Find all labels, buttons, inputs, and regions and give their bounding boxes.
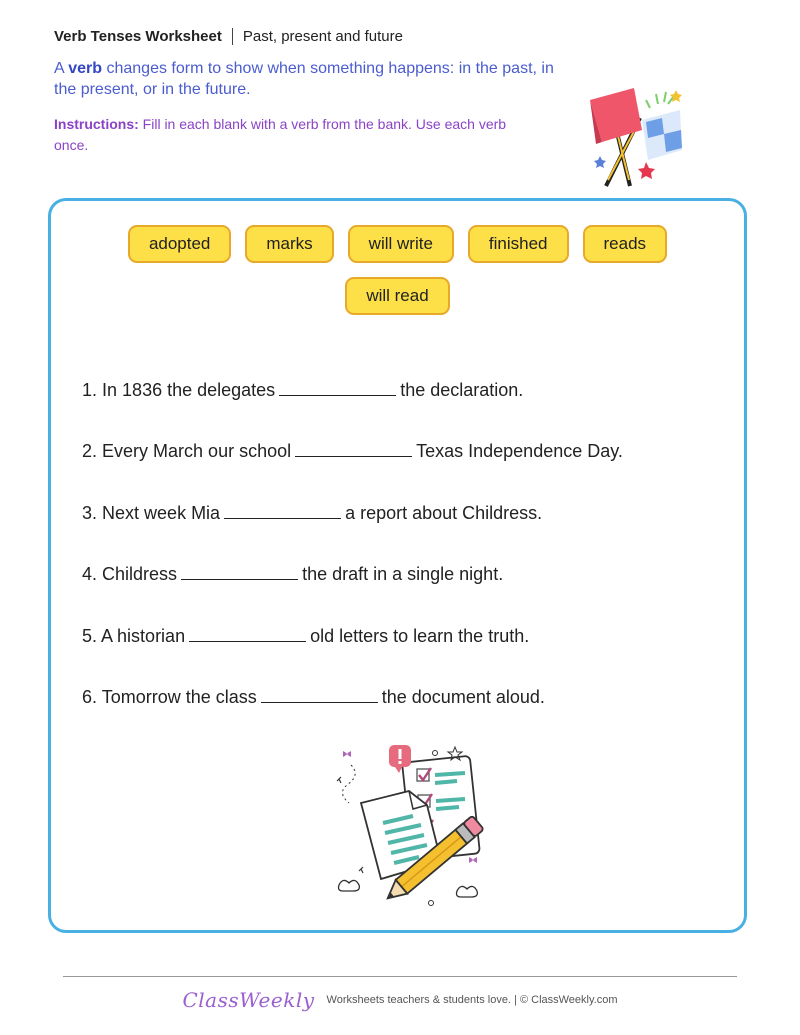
- question-text-before: In 1836 the delegates: [102, 380, 276, 400]
- question-text-before: Every March our school: [102, 441, 292, 462]
- instructions-label: Instructions:: [54, 116, 139, 132]
- question-text-after: Texas Independence Day.: [416, 441, 623, 462]
- word-chip[interactable]: adopted: [128, 225, 231, 263]
- word-chip[interactable]: will write: [348, 225, 454, 263]
- worksheet-panel: [48, 198, 747, 933]
- instructions: [54, 114, 534, 156]
- word-chip[interactable]: reads: [583, 225, 668, 263]
- title-separator: [232, 28, 233, 45]
- footer-tagline: Worksheets teachers & students love. | © ClassWeekly.com: [326, 994, 618, 1006]
- question-number: 1.: [82, 380, 98, 400]
- word-chip[interactable]: marks: [245, 225, 333, 263]
- question-list: [82, 379, 623, 747]
- question-number: 5.: [82, 625, 98, 646]
- question-text-after: the declaration.: [400, 380, 524, 400]
- answer-blank[interactable]: [261, 686, 378, 703]
- question-item: [82, 502, 623, 563]
- answer-blank[interactable]: [189, 625, 306, 642]
- word-chip[interactable]: will read: [345, 277, 449, 315]
- question-number: 6.: [82, 686, 98, 707]
- question-number: 3.: [82, 502, 98, 523]
- question-item: [82, 379, 623, 440]
- question-item: [82, 563, 623, 624]
- worksheet-subtitle: Past, present and future: [242, 28, 403, 45]
- flags-illustration: [582, 82, 692, 192]
- question-text-before: A historian: [101, 625, 186, 646]
- question-item: [82, 440, 623, 501]
- question-text-after: the draft in a single night.: [302, 564, 504, 585]
- answer-blank[interactable]: [279, 379, 396, 396]
- checklist-pencil-illustration: [321, 739, 491, 914]
- footer-divider: [63, 976, 737, 977]
- question-text-before: Next week Mia: [102, 502, 221, 523]
- intro-prefix: A: [54, 60, 69, 77]
- intro-keyword: verb: [68, 60, 103, 77]
- answer-blank[interactable]: [295, 440, 412, 457]
- question-text-before: Childress: [102, 564, 178, 585]
- question-text-after: the document aloud.: [381, 686, 545, 707]
- instructions-body: Fill in each blank with a verb from the bank. Use each verb once.: [54, 116, 507, 153]
- classweekly-logo[interactable]: ClassWeekly: [182, 988, 315, 1012]
- word-chip[interactable]: finished: [468, 225, 569, 263]
- answer-blank[interactable]: [181, 563, 298, 580]
- worksheet-header: [54, 28, 403, 45]
- worksheet-title: Verb Tenses Worksheet: [54, 28, 222, 45]
- question-text-before: Tomorrow the class: [101, 686, 257, 707]
- question-item: [82, 625, 623, 686]
- intro-body: changes form to show when something happens: in the past, in the present, or in the future.: [54, 60, 554, 98]
- answer-blank[interactable]: [224, 502, 341, 519]
- question-text-after: a report about Childress.: [345, 502, 543, 523]
- footer: [0, 988, 800, 1012]
- question-number: 2.: [82, 441, 98, 462]
- question-text-after: old letters to learn the truth.: [310, 625, 530, 646]
- question-number: 4.: [82, 564, 98, 585]
- intro-text: [54, 58, 554, 100]
- word-bank: [51, 225, 744, 315]
